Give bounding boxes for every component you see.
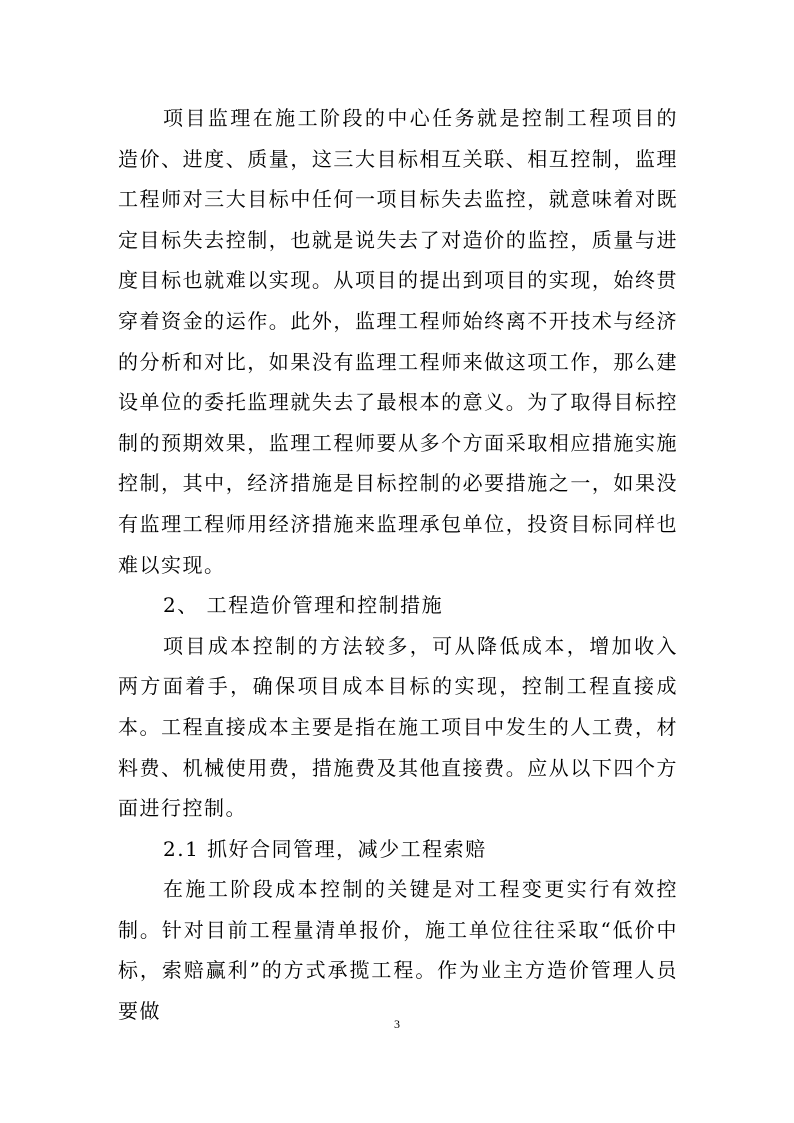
paragraph-cost-control-methods: 项目成本控制的方法较多，可从降低成本，增加收入两方面着手，确保项目成本目标的实现，控制工程直接成本。工程直接成本主要是指在施工项目中发生的人工费，材料费、机械使用费，措施费及其他直接费。应从以下四个方面进行控制。 xyxy=(118,633,678,821)
section-heading-2: 2、 工程造价管理和控制措施 xyxy=(163,593,444,618)
page-number: 3 xyxy=(394,1017,400,1031)
paragraph-change-control: 在施工阶段成本控制的关键是对工程变更实行有效控制。针对目前工程量清单报价，施工单位往往采取“低价中标，索赔赢利”的方式承揽工程。作为业主方造价管理人员要做 xyxy=(118,877,678,1024)
section-heading-2-1: 2.1 抓好合同管理，减少工程索赔 xyxy=(163,836,487,861)
document-body xyxy=(118,98,678,1032)
paragraph-supervision-tasks: 项目监理在施工阶段的中心任务就是控制工程项目的造价、进度、质量，这三大目标相互关联、相互控制，监理工程师对三大目标中任何一项目标失去监控，就意味着对既定目标失去控制，也就是说失去了对造价的监控，质量与进度目标也就难以实现。从项目的提出到项目的实现，始终贯穿着资金的运作。此外，监理工程师始终离不开技术与经济的分析和对比，如果没有监理工程师来做这项工作，那么建设单位的委托监理就失去了最根本的意义。为了取得目标控制的预期效果，监理工程师要从多个方面采取相应措施实施控制，其中，经济措施是目标控制的必要措施之一，如果没有监理工程师用经济措施来监理承包单位，投资目标同样也难以实现。 xyxy=(118,106,678,577)
